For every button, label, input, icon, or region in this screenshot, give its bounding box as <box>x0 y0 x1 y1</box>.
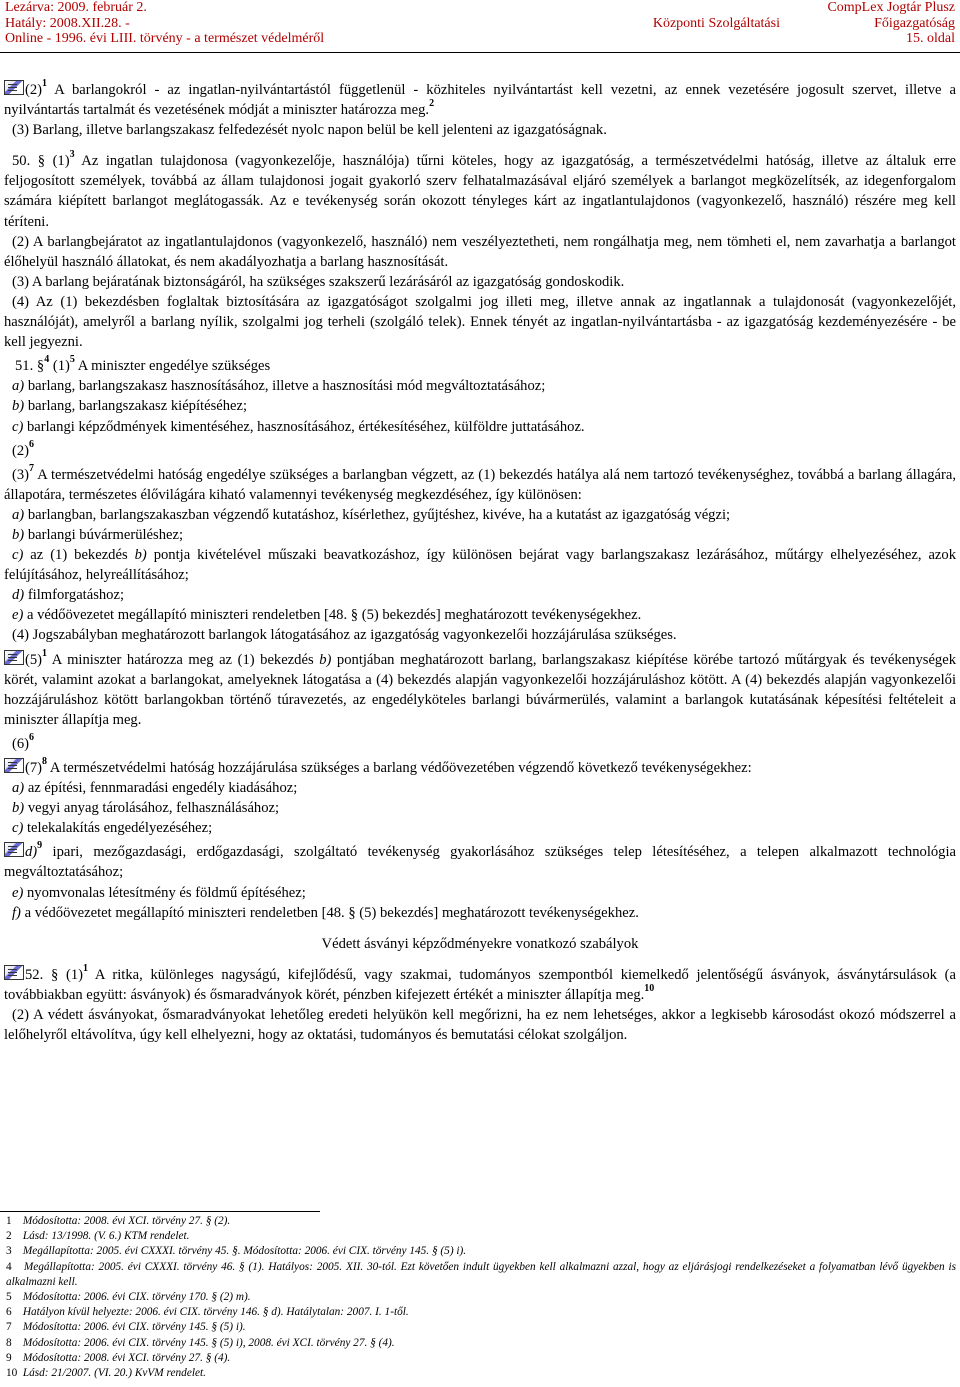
law-paragraph <box>4 818 956 838</box>
header-right <box>827 0 955 47</box>
footnote-text: Hatályon kívül helyezte: 2006. évi CIX. törvény 146. § d). Hatálytalan: 2007. I. 1-től. <box>20 1306 409 1319</box>
footnote-ref[interactable]: 8 <box>42 756 48 767</box>
item-letter: b) <box>134 547 147 564</box>
footnote-ref[interactable]: 1 <box>42 647 48 659</box>
page-header <box>5 0 955 52</box>
header-middle <box>653 16 780 32</box>
paragraph-text: A természetvédelmi hatóság hozzájárulása szükséges a barlang védőövezetében végzendő következő tevékenységekhez: <box>47 760 752 776</box>
footnote-item <box>6 1229 956 1244</box>
header-closed-date: Lezárva: 2009. február 2. <box>5 0 147 15</box>
footnote-ref[interactable]: 1 <box>42 78 48 89</box>
footnote-text: Módosította: 2006. évi CIX. törvény 170. § (2) m). <box>20 1291 251 1304</box>
law-paragraph <box>4 272 956 292</box>
law-paragraph <box>4 625 956 645</box>
header-left <box>5 0 324 47</box>
modification-icon[interactable] <box>4 758 24 773</box>
law-paragraph <box>4 883 956 903</box>
item-letter: b) <box>12 398 25 415</box>
header-page-number: 15. oldal <box>906 31 955 46</box>
paragraph-text: a védőövezetet megállapító miniszteri rendeletben [48. § (5) bekezdés] meghatározott tevékenységekhez. <box>20 904 639 921</box>
footnote-ref[interactable]: 5 <box>69 354 75 366</box>
paragraph-text: ipari, mezőgazdasági, erdőgazdasági, szolgáltató tevékenység gyakorlásához szükséges telep létesítéséhez, a telepen alkalmazott technológia megváltoztatásához; <box>4 844 956 881</box>
footnote-item <box>6 1260 956 1290</box>
footnote-item <box>6 1305 956 1320</box>
paragraph-text: (7) <box>25 760 43 776</box>
header-authority: Központi Szolgáltatási <box>652 15 780 31</box>
paragraph-text: A természetvédelmi hatóság engedélye szükséges a barlangban végzett, az (1) bekezdés hatálya alá nem tartozó tevékenységhez, továbbá a barlang állagára, állapotára, természetes élővilágára kiható valamennyi tevékenység megkezdéséhez, így különösen: <box>4 466 956 503</box>
footnote-item <box>6 1290 956 1305</box>
header-effect-date: Hatály: 2008.XII.28. - <box>5 15 130 31</box>
paragraph-text: filmforgatáshoz; <box>24 587 125 604</box>
paragraph-text: az (1) bekezdés <box>23 547 135 564</box>
paragraph-text: 51. § <box>15 358 45 375</box>
paragraph-text: (3) A barlang bejáratának biztonságáról, ha szükséges szakszerű lezárásáról az igazgatóság gondoskodik. <box>12 273 625 290</box>
paragraph-text: (5) <box>25 651 43 668</box>
item-letter: d) <box>25 844 38 861</box>
law-paragraph <box>4 842 956 882</box>
paragraph-text: barlangi képződmények kimentéséhez, hasznosításához, értékesítéséhez, külföldre juttatásához. <box>23 418 585 435</box>
item-letter: a) <box>12 378 25 395</box>
item-letter: c) <box>12 418 24 435</box>
footnote-number: 5 <box>6 1291 12 1304</box>
law-paragraph <box>4 151 956 231</box>
paragraph-text: A miniszter engedélye szükséges <box>74 358 271 375</box>
paragraph-text: 52. § (1) <box>25 966 83 983</box>
footnote-number: 1 <box>6 1215 12 1227</box>
footnote-ref[interactable]: 1 <box>83 962 88 974</box>
paragraph-text: (3) <box>12 466 30 483</box>
footnote-text: Lásd: 13/1998. (V. 6.) KTM rendelet. <box>20 1230 190 1243</box>
law-paragraph <box>4 798 956 818</box>
footnote-text: Módosította: 2008. évi XCI. törvény 27. § (4). <box>20 1351 231 1364</box>
footnote-text: Megállapította: 2005. évi CXXXI. törvény 45. §. Módosította: 2006. évi CIX. törvény 145. § (5) i). <box>20 1245 467 1258</box>
paragraph-text: (6) <box>12 735 30 752</box>
law-paragraph <box>4 962 956 1005</box>
footnote-ref[interactable]: 7 <box>29 462 35 474</box>
footnote-ref[interactable]: 9 <box>37 840 43 852</box>
paragraph-text: az építési, fennmaradási engedély kiadásához; <box>24 780 298 797</box>
item-letter: b) <box>12 526 25 543</box>
header-divider <box>0 52 960 53</box>
paragraph-text: (2) <box>12 442 30 459</box>
item-letter: b) <box>12 800 25 817</box>
law-paragraph <box>4 462 956 505</box>
paragraph-text: pontja kivételével műszaki beavatkozáshoz, így különösen bejárat vagy barlangszakasz lezárásához, műtárgy elhelyezéséhez, azok felújításához, helyreállításához; <box>4 547 956 584</box>
law-paragraph <box>4 545 956 585</box>
item-letter: f) <box>12 904 21 921</box>
paragraph-text: barlang, barlangszakasz kiépítéséhez; <box>24 398 248 415</box>
header-authority-2: Főigazgatóság <box>874 15 955 31</box>
footnote-number: 4 <box>6 1260 12 1273</box>
paragraph-text: A barlangokról - az ingatlan-nyilvántartástól függetlenül - közhiteles nyilvántartást kell vezetni, az ennek vezetésére jogosult szervet, illetve a nyilvántartás tartalmát és vezetésének módját a miniszter határozza meg. <box>4 82 956 119</box>
header-product: CompLex Jogtár Plusz <box>827 0 955 15</box>
footnote-text: Lásd: 21/2007. (VI. 20.) KvVM rendelet. <box>20 1367 206 1380</box>
paragraph-text: a védőövezetet megállapító miniszteri rendeletben [48. § (5) bekezdés] meghatározott tevékenységekhez. <box>23 607 642 624</box>
paragraph-text: (3) Barlang, illetve barlangszakasz felfedezését nyolc napon belül be kell jelenteni az igazgatóságnak. <box>12 122 607 139</box>
paragraph-text: barlang, barlangszakasz hasznosításához, illetve a hasznosítási mód megváltoztatásához; <box>24 378 546 395</box>
modification-icon[interactable] <box>4 650 24 665</box>
paragraph-text: A ritka, különleges nagyságú, kifejlődésű, vagy szakmai, tudományos szempontból kiemelkedő jelentőségű ásványok, ásványtársulások (a továbbiakban együtt: ásványok) és ősmaradványok körét, pénzben kifejezett értékét a miniszter állapítja meg. <box>4 966 956 1003</box>
law-paragraph <box>4 758 956 778</box>
law-paragraph <box>4 605 956 625</box>
item-letter: c) <box>12 547 24 564</box>
modification-icon[interactable] <box>4 965 24 980</box>
footnote-item <box>6 1214 956 1229</box>
footnote-number: 8 <box>6 1336 12 1349</box>
footnote-divider <box>0 1211 320 1212</box>
footnote-number: 7 <box>6 1321 12 1334</box>
footnotes <box>6 1214 956 1381</box>
footnote-item <box>6 1336 956 1351</box>
footnote-ref[interactable]: 2 <box>429 98 435 110</box>
footnote-ref[interactable]: 6 <box>29 731 35 743</box>
item-letter: d) <box>12 587 25 604</box>
paragraph-text: barlangi búvármerüléshez; <box>24 526 184 543</box>
law-paragraph <box>4 903 956 923</box>
footnote-number: 3 <box>6 1245 12 1258</box>
section-heading <box>4 934 956 954</box>
law-paragraph <box>4 647 956 730</box>
paragraph-text: (1) <box>49 358 70 375</box>
header-law-title: Online - 1996. évi LIII. törvény - a természet védelméről <box>5 31 325 46</box>
footnote-ref[interactable]: 3 <box>69 149 75 161</box>
law-paragraph <box>4 1005 956 1045</box>
item-letter: c) <box>12 820 24 837</box>
law-paragraph <box>4 731 956 754</box>
paragraph-text: pontjában meghatározott barlang, barlangszakasz kiépítése körébe tartozó műtárgyak és tevékenységek körét, valamint azokat a barlangokat, amelyeknek látogatása a (4) bekezdés alapján vagyonkezelői hozzájáruláshoz kötött. A (4) bekezdés alapján vagyonkezelői hozzájáruláshoz kötött barlangokban történő túravezetés, az engedélyköteles barlangi búvármerülés, valamint a barlangok kutatásának képesítési feltételeit a miniszter állapítja meg. <box>4 651 956 728</box>
paragraph-text: Védett ásványi képződményekre vonatkozó szabályok <box>321 935 639 952</box>
footnote-number: 6 <box>6 1306 12 1319</box>
footnote-text: Módosította: 2006. évi CIX. törvény 145. § (5) i). <box>20 1321 246 1334</box>
law-text <box>4 80 956 1045</box>
item-letter: e) <box>12 607 24 624</box>
law-paragraph <box>4 80 956 120</box>
item-letter: b) <box>319 651 332 668</box>
footnote-item <box>6 1320 956 1335</box>
footnote-text: Módosította: 2008. évi XCI. törvény 27. § (2). <box>20 1215 231 1227</box>
footnote-ref[interactable]: 4 <box>44 354 50 366</box>
law-paragraph <box>4 778 956 798</box>
footnote-item <box>6 1351 956 1366</box>
item-letter: a) <box>12 506 25 523</box>
law-paragraph <box>4 232 956 272</box>
modification-icon[interactable] <box>4 842 24 857</box>
law-paragraph <box>4 417 956 437</box>
law-paragraph <box>4 505 956 525</box>
footnote-number: 10 <box>6 1367 18 1380</box>
modification-icon[interactable] <box>4 80 24 95</box>
paragraph-text: (2) A barlangbejáratot az ingatlantulajdonos (vagyonkezelő, használó) nem veszélyeztetheti, nem rongálhatja meg, nem tömheti el, nem zavarhatja a barlangot élőhelyül használó állatokat, és nem akadályozhatja a barlang hasznosítását. <box>4 233 956 270</box>
law-paragraph <box>4 120 956 140</box>
paragraph-text: (2) <box>25 82 43 98</box>
law-paragraph <box>4 525 956 545</box>
paragraph-text: (2) A védett ásványokat, ősmaradványokat lehetőleg eredeti helyükön kell megőrizni, ha ez nem lehetséges, akkor a legkisebb károsodást okozó módszerrel a lelőhelyről eltávolítva, úgy kell elhelyezni, hogy az oktatási, tudományos és bemutatási célokat szolgáljon. <box>4 1007 956 1044</box>
paragraph-text: telekalakítás engedélyezéséhez; <box>23 820 213 837</box>
law-paragraph <box>4 438 956 461</box>
item-letter: e) <box>12 884 24 901</box>
paragraph-text: barlangban, barlangszakaszban végzendő kutatáshoz, kísérlethez, gyűjtéshez, kivéve, ha a kutatást az igazgatóság végzi; <box>24 506 731 523</box>
law-paragraph <box>4 356 956 376</box>
law-paragraph <box>4 585 956 605</box>
footnote-text: Módosította: 2006. évi CIX. törvény 145. § (5) i), 2008. évi XCI. törvény 27. § (4). <box>20 1336 395 1349</box>
footnote-ref[interactable]: 10 <box>644 982 655 994</box>
footnote-number: 2 <box>6 1230 12 1243</box>
footnote-number: 9 <box>6 1351 12 1364</box>
paragraph-text: Az ingatlan tulajdonosa (vagyonkezelője, használója) tűrni köteles, hogy az igazgatóság, a természetvédelmi hatóság, illetve az általuk erre feljogosított személyek, továbbá az állam tulajdonosi jogait gyakorló szerv felhatalmazásával eljáró személyek a barlangot megközelítsék, az idegenforgalom számára kiépített barlangot meglátogassák. Az e tevékenység során okozott tényleges kárt az ingatlantulajdonos (vagyonkezelő, használó) részére meg kell téríteni. <box>4 153 957 230</box>
paragraph-text: vegyi anyag tárolásához, felhasználásához; <box>24 800 280 817</box>
paragraph-text: 50. § (1) <box>12 153 70 170</box>
law-paragraph <box>4 396 956 416</box>
paragraph-text: (4) Az (1) bekezdésben foglaltak biztosítására az igazgatóságot szolgalmi jog illeti meg, illetve annak az ingatlannak a tulajdonosát (vagyonkezelőjét, használóját), amelyről a barlang nyílik, szolgalmi jog terheli (szolgáló telek). Ennek tényét az ingatlan-nyilvántartásba - az igazgatóság kezdeményezésére - be kell jegyezni. <box>4 293 956 351</box>
footnote-text: Megállapította: 2005. évi CXXXI. törvény 46. § (1). Hatályos: 2005. XII. 30-tól. Ezt követően indult ügyekben kell alkalmazni azzal, hogy az eljárásjogi rendelkezéseket a folyamatban lévő ügyekben is alkalmazni kell. <box>6 1260 956 1288</box>
paragraph-text: (4) Jogszabályban meghatározott barlangok látogatásához az igazgatóság vagyonkezelői hozzájárulása szükséges. <box>12 627 677 644</box>
law-paragraph <box>4 376 956 396</box>
footnote-item <box>6 1244 956 1259</box>
law-paragraph <box>4 292 956 352</box>
paragraph-text: nyomvonalas létesítmény és földmű építéséhez; <box>23 884 306 901</box>
item-letter: a) <box>12 780 25 797</box>
footnote-ref[interactable]: 6 <box>29 438 35 450</box>
footnote-item <box>6 1366 956 1381</box>
paragraph-text: A miniszter határozza meg az (1) bekezdés <box>47 651 320 668</box>
